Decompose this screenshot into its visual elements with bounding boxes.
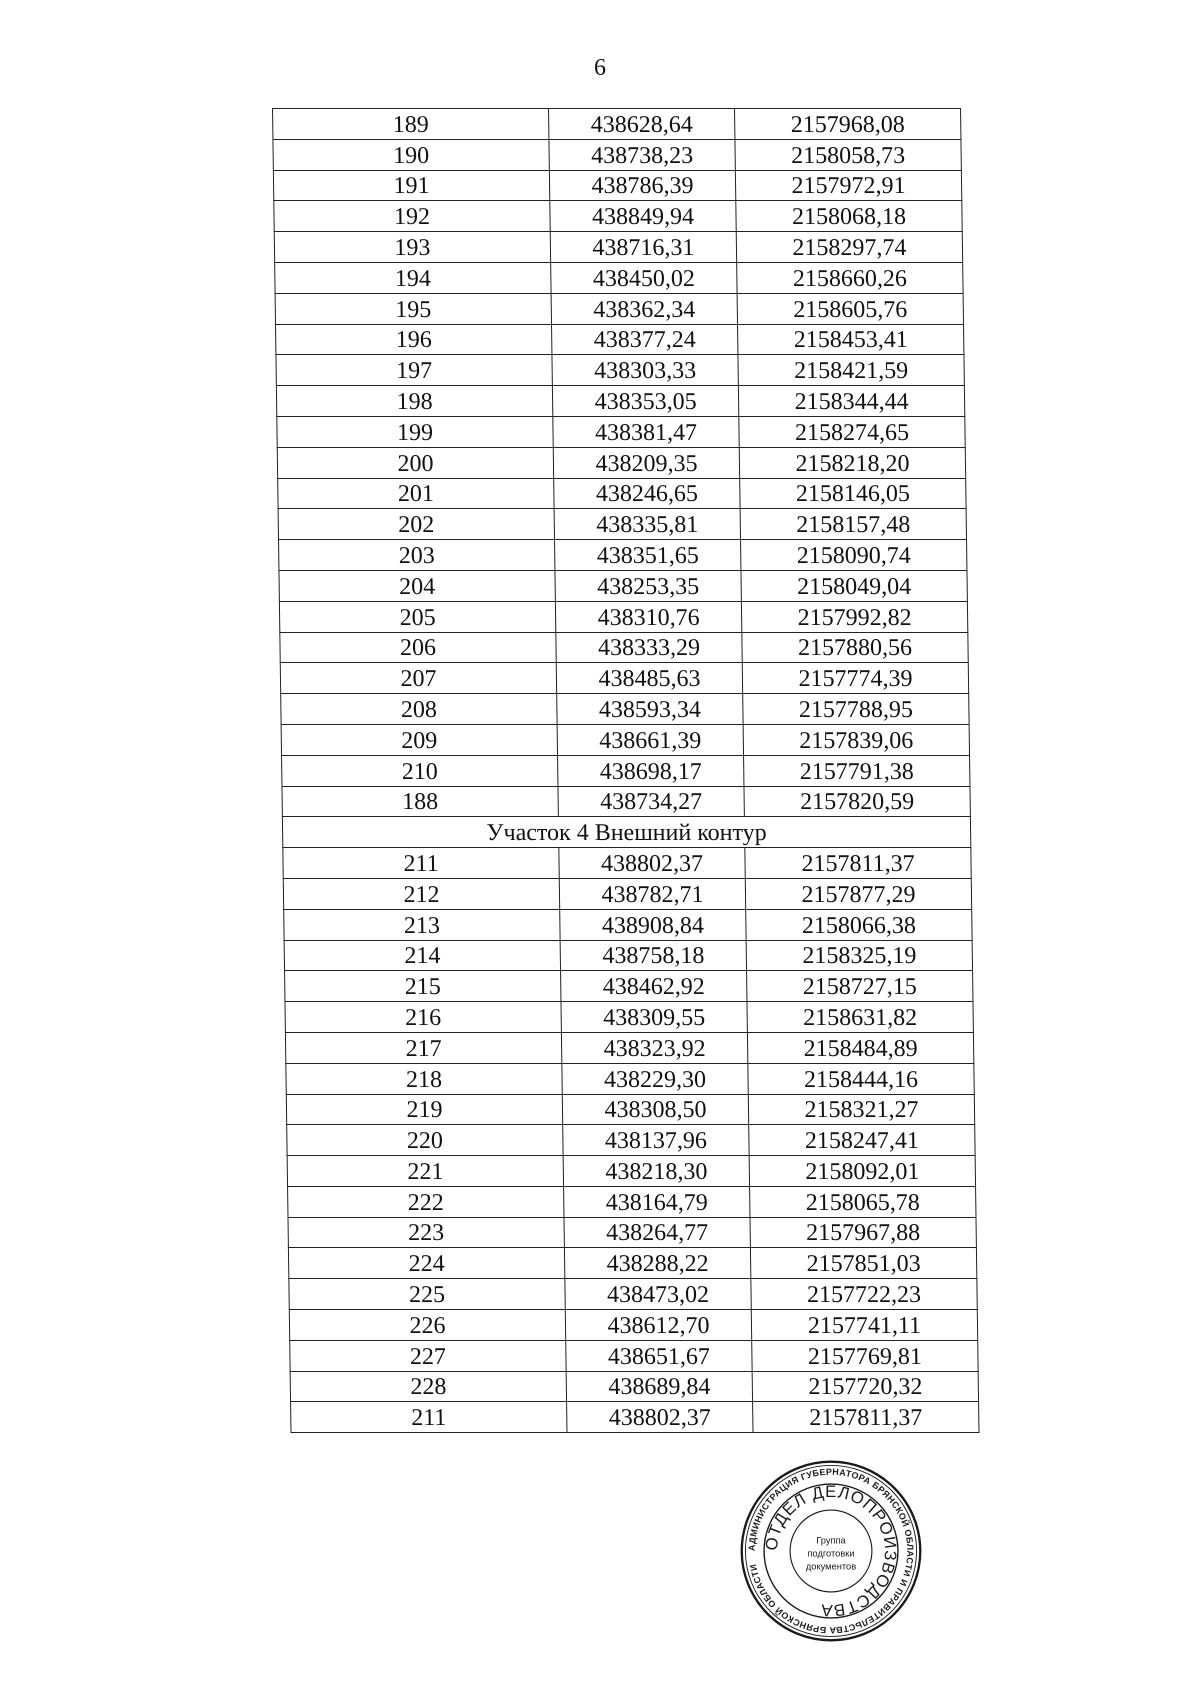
y-coordinate-cell: 2158344,44 — [738, 386, 964, 417]
point-number-cell: 211 — [291, 1402, 567, 1433]
y-coordinate-cell: 2158146,05 — [740, 478, 966, 509]
point-number-cell: 200 — [277, 447, 553, 478]
x-coordinate-cell: 438716,31 — [550, 232, 736, 263]
table-row — [284, 940, 972, 971]
table-row — [280, 663, 968, 694]
y-coordinate-cell: 2157972,91 — [735, 170, 961, 201]
x-coordinate-cell: 438802,37 — [559, 848, 745, 879]
page-number: 6 — [594, 55, 606, 81]
y-coordinate-cell: 2157811,37 — [753, 1402, 979, 1433]
x-coordinate-cell: 438264,77 — [564, 1217, 750, 1248]
x-coordinate-cell: 438362,34 — [551, 293, 737, 324]
y-coordinate-cell: 2157791,38 — [744, 755, 970, 786]
table-row — [290, 1371, 978, 1402]
point-number-cell: 196 — [276, 324, 552, 355]
table-row — [278, 509, 966, 540]
x-coordinate-cell: 438377,24 — [552, 324, 738, 355]
stamp-outer-text: АДМИНИСТРАЦИЯ ГУБЕРНАТОРА БРЯНСКОЙ ОБЛАСТИ И ПРАВИТЕЛЬСТВА БРЯНСКОЙ ОБЛАСТИ — [746, 1466, 916, 1636]
table-row — [291, 1402, 979, 1433]
department-stamp — [738, 1458, 924, 1644]
point-number-cell: 190 — [273, 139, 549, 170]
table-row — [274, 201, 962, 232]
point-number-cell: 225 — [289, 1279, 565, 1310]
x-coordinate-cell: 438473,02 — [565, 1279, 751, 1310]
point-number-cell: 218 — [286, 1063, 562, 1094]
x-coordinate-cell: 438137,96 — [563, 1125, 749, 1156]
table-row — [276, 324, 964, 355]
point-number-cell: 195 — [275, 293, 551, 324]
y-coordinate-cell: 2158049,04 — [741, 570, 967, 601]
y-coordinate-cell: 2158660,26 — [737, 262, 963, 293]
table-row — [289, 1279, 977, 1310]
x-coordinate-cell: 438462,92 — [561, 971, 747, 1002]
y-coordinate-cell: 2158068,18 — [736, 201, 962, 232]
point-number-cell: 201 — [278, 478, 554, 509]
point-number-cell: 215 — [285, 971, 561, 1002]
point-number-cell: 211 — [283, 848, 559, 879]
table-row — [288, 1186, 976, 1217]
table-row — [289, 1310, 977, 1341]
point-number-cell: 206 — [280, 632, 556, 663]
x-coordinate-cell: 438351,65 — [555, 540, 741, 571]
table-row — [283, 878, 971, 909]
x-coordinate-cell: 438612,70 — [565, 1310, 751, 1341]
y-coordinate-cell: 2158727,15 — [747, 971, 973, 1002]
stamp-center-line-3: документов — [805, 1561, 857, 1572]
point-number-cell: 214 — [284, 940, 560, 971]
y-coordinate-cell: 2158297,74 — [736, 232, 962, 263]
y-coordinate-cell: 2158325,19 — [746, 940, 972, 971]
table-row — [280, 632, 968, 663]
x-coordinate-cell: 438310,76 — [555, 601, 741, 632]
point-number-cell: 194 — [275, 262, 551, 293]
x-coordinate-cell: 438308,50 — [562, 1094, 748, 1125]
point-number-cell: 199 — [277, 416, 553, 447]
point-number-cell: 193 — [274, 232, 550, 263]
x-coordinate-cell: 438209,35 — [553, 447, 739, 478]
stamp-middle-text: ОТДЕЛ ДЕЛОПРОИЗВОДСТВА — [761, 1482, 901, 1621]
table-row — [285, 1002, 973, 1033]
y-coordinate-cell: 2157820,59 — [744, 786, 970, 817]
table-row — [273, 139, 961, 170]
x-coordinate-cell: 438335,81 — [554, 509, 740, 540]
table-row — [281, 694, 969, 725]
x-coordinate-cell: 438333,29 — [556, 632, 742, 663]
section-title: Участок 4 Внешний контур — [282, 817, 970, 848]
x-coordinate-cell: 438758,18 — [560, 940, 746, 971]
x-coordinate-cell: 438381,47 — [553, 416, 739, 447]
table-row — [290, 1340, 978, 1371]
point-number-cell: 216 — [285, 1002, 561, 1033]
point-number-cell: 198 — [276, 386, 552, 417]
y-coordinate-cell: 2157769,81 — [752, 1340, 978, 1371]
table-row — [275, 262, 963, 293]
x-coordinate-cell: 438309,55 — [561, 1002, 747, 1033]
y-coordinate-cell: 2158092,01 — [749, 1156, 975, 1187]
point-number-cell: 210 — [282, 755, 558, 786]
point-number-cell: 207 — [280, 663, 556, 694]
x-coordinate-cell: 438908,84 — [560, 909, 746, 940]
point-number-cell: 220 — [287, 1125, 563, 1156]
x-coordinate-cell: 438734,27 — [558, 786, 744, 817]
y-coordinate-cell: 2158090,74 — [741, 540, 967, 571]
x-coordinate-cell: 438485,63 — [556, 663, 742, 694]
y-coordinate-cell: 2157968,08 — [735, 109, 961, 140]
table-row — [279, 540, 967, 571]
x-coordinate-cell: 438802,37 — [567, 1402, 753, 1433]
y-coordinate-cell: 2157992,82 — [741, 601, 967, 632]
y-coordinate-cell: 2158157,48 — [740, 509, 966, 540]
x-coordinate-cell: 438353,05 — [552, 386, 738, 417]
point-number-cell: 222 — [288, 1186, 564, 1217]
table-row — [277, 447, 965, 478]
section-row — [282, 817, 970, 848]
y-coordinate-cell: 2158453,41 — [738, 324, 964, 355]
y-coordinate-cell: 2158066,38 — [746, 909, 972, 940]
y-coordinate-cell: 2158444,16 — [748, 1063, 974, 1094]
table-row — [285, 971, 973, 1002]
point-number-cell: 204 — [279, 570, 555, 601]
point-number-cell: 213 — [284, 909, 560, 940]
table-row — [286, 1094, 974, 1125]
x-coordinate-cell: 438450,02 — [551, 262, 737, 293]
table-row — [278, 478, 966, 509]
point-number-cell: 224 — [288, 1248, 564, 1279]
table-row — [282, 755, 970, 786]
x-coordinate-cell: 438738,23 — [549, 139, 735, 170]
section-header — [282, 817, 970, 848]
point-number-cell: 188 — [282, 786, 558, 817]
table-row — [283, 848, 971, 879]
point-number-cell: 227 — [290, 1340, 566, 1371]
table-row — [279, 570, 967, 601]
stamp-center-line-2: подготовки — [807, 1548, 855, 1559]
table-row — [281, 724, 969, 755]
point-number-cell: 203 — [279, 540, 555, 571]
table-row — [279, 601, 967, 632]
y-coordinate-cell: 2157811,37 — [745, 848, 971, 879]
point-number-cell: 209 — [281, 724, 557, 755]
x-coordinate-cell: 438164,79 — [564, 1186, 750, 1217]
x-coordinate-cell: 438849,94 — [550, 201, 736, 232]
point-number-cell: 191 — [273, 170, 549, 201]
x-coordinate-cell: 438323,92 — [561, 1032, 747, 1063]
x-coordinate-cell: 438253,35 — [555, 570, 741, 601]
table-body-before — [273, 109, 971, 817]
y-coordinate-cell: 2158484,89 — [747, 1032, 973, 1063]
y-coordinate-cell: 2158065,78 — [750, 1186, 976, 1217]
stamp-center-line-1: Группа — [816, 1535, 846, 1546]
y-coordinate-cell: 2157877,29 — [745, 878, 971, 909]
table-body-after — [283, 848, 979, 1433]
coordinates-table — [272, 108, 980, 1433]
table-row — [288, 1217, 976, 1248]
y-coordinate-cell: 2157839,06 — [743, 724, 969, 755]
table-row — [287, 1156, 975, 1187]
y-coordinate-cell: 2158421,59 — [738, 355, 964, 386]
point-number-cell: 217 — [285, 1032, 561, 1063]
point-number-cell: 197 — [276, 355, 552, 386]
point-number-cell: 212 — [283, 878, 559, 909]
y-coordinate-cell: 2158058,73 — [735, 139, 961, 170]
y-coordinate-cell: 2157967,88 — [750, 1217, 976, 1248]
table-row — [275, 293, 963, 324]
y-coordinate-cell: 2157851,03 — [750, 1248, 976, 1279]
point-number-cell: 221 — [287, 1156, 563, 1187]
y-coordinate-cell: 2158274,65 — [739, 416, 965, 447]
y-coordinate-cell: 2158321,27 — [748, 1094, 974, 1125]
y-coordinate-cell: 2157722,23 — [751, 1279, 977, 1310]
table-row — [285, 1032, 973, 1063]
x-coordinate-cell: 438689,84 — [566, 1371, 752, 1402]
y-coordinate-cell: 2157774,39 — [742, 663, 968, 694]
table-row — [273, 109, 961, 140]
table-row — [288, 1248, 976, 1279]
x-coordinate-cell: 438303,33 — [552, 355, 738, 386]
point-number-cell: 192 — [274, 201, 550, 232]
point-number-cell: 226 — [289, 1310, 565, 1341]
x-coordinate-cell: 438246,65 — [554, 478, 740, 509]
point-number-cell: 223 — [288, 1217, 564, 1248]
point-number-cell: 208 — [281, 694, 557, 725]
x-coordinate-cell: 438651,67 — [566, 1340, 752, 1371]
y-coordinate-cell: 2157720,32 — [752, 1371, 978, 1402]
table-row — [277, 416, 965, 447]
y-coordinate-cell: 2157788,95 — [743, 694, 969, 725]
point-number-cell: 228 — [290, 1371, 566, 1402]
y-coordinate-cell: 2158605,76 — [737, 293, 963, 324]
point-number-cell: 189 — [273, 109, 549, 140]
x-coordinate-cell: 438628,64 — [549, 109, 735, 140]
x-coordinate-cell: 438288,22 — [564, 1248, 750, 1279]
y-coordinate-cell: 2158218,20 — [739, 447, 965, 478]
point-number-cell: 202 — [278, 509, 554, 540]
y-coordinate-cell: 2158247,41 — [749, 1125, 975, 1156]
y-coordinate-cell: 2157741,11 — [751, 1310, 977, 1341]
x-coordinate-cell: 438782,71 — [559, 878, 745, 909]
table-row — [273, 170, 961, 201]
x-coordinate-cell: 438786,39 — [549, 170, 735, 201]
table-row — [274, 232, 962, 263]
y-coordinate-cell: 2158631,82 — [747, 1002, 973, 1033]
x-coordinate-cell: 438593,34 — [557, 694, 743, 725]
x-coordinate-cell: 438229,30 — [562, 1063, 748, 1094]
table-row — [286, 1063, 974, 1094]
x-coordinate-cell: 438661,39 — [557, 724, 743, 755]
x-coordinate-cell: 438218,30 — [563, 1156, 749, 1187]
table-row — [276, 386, 964, 417]
table-row — [287, 1125, 975, 1156]
x-coordinate-cell: 438698,17 — [558, 755, 744, 786]
table-row — [282, 786, 970, 817]
table-row — [284, 909, 972, 940]
point-number-cell: 219 — [286, 1094, 562, 1125]
table-row — [276, 355, 964, 386]
point-number-cell: 205 — [279, 601, 555, 632]
y-coordinate-cell: 2157880,56 — [742, 632, 968, 663]
